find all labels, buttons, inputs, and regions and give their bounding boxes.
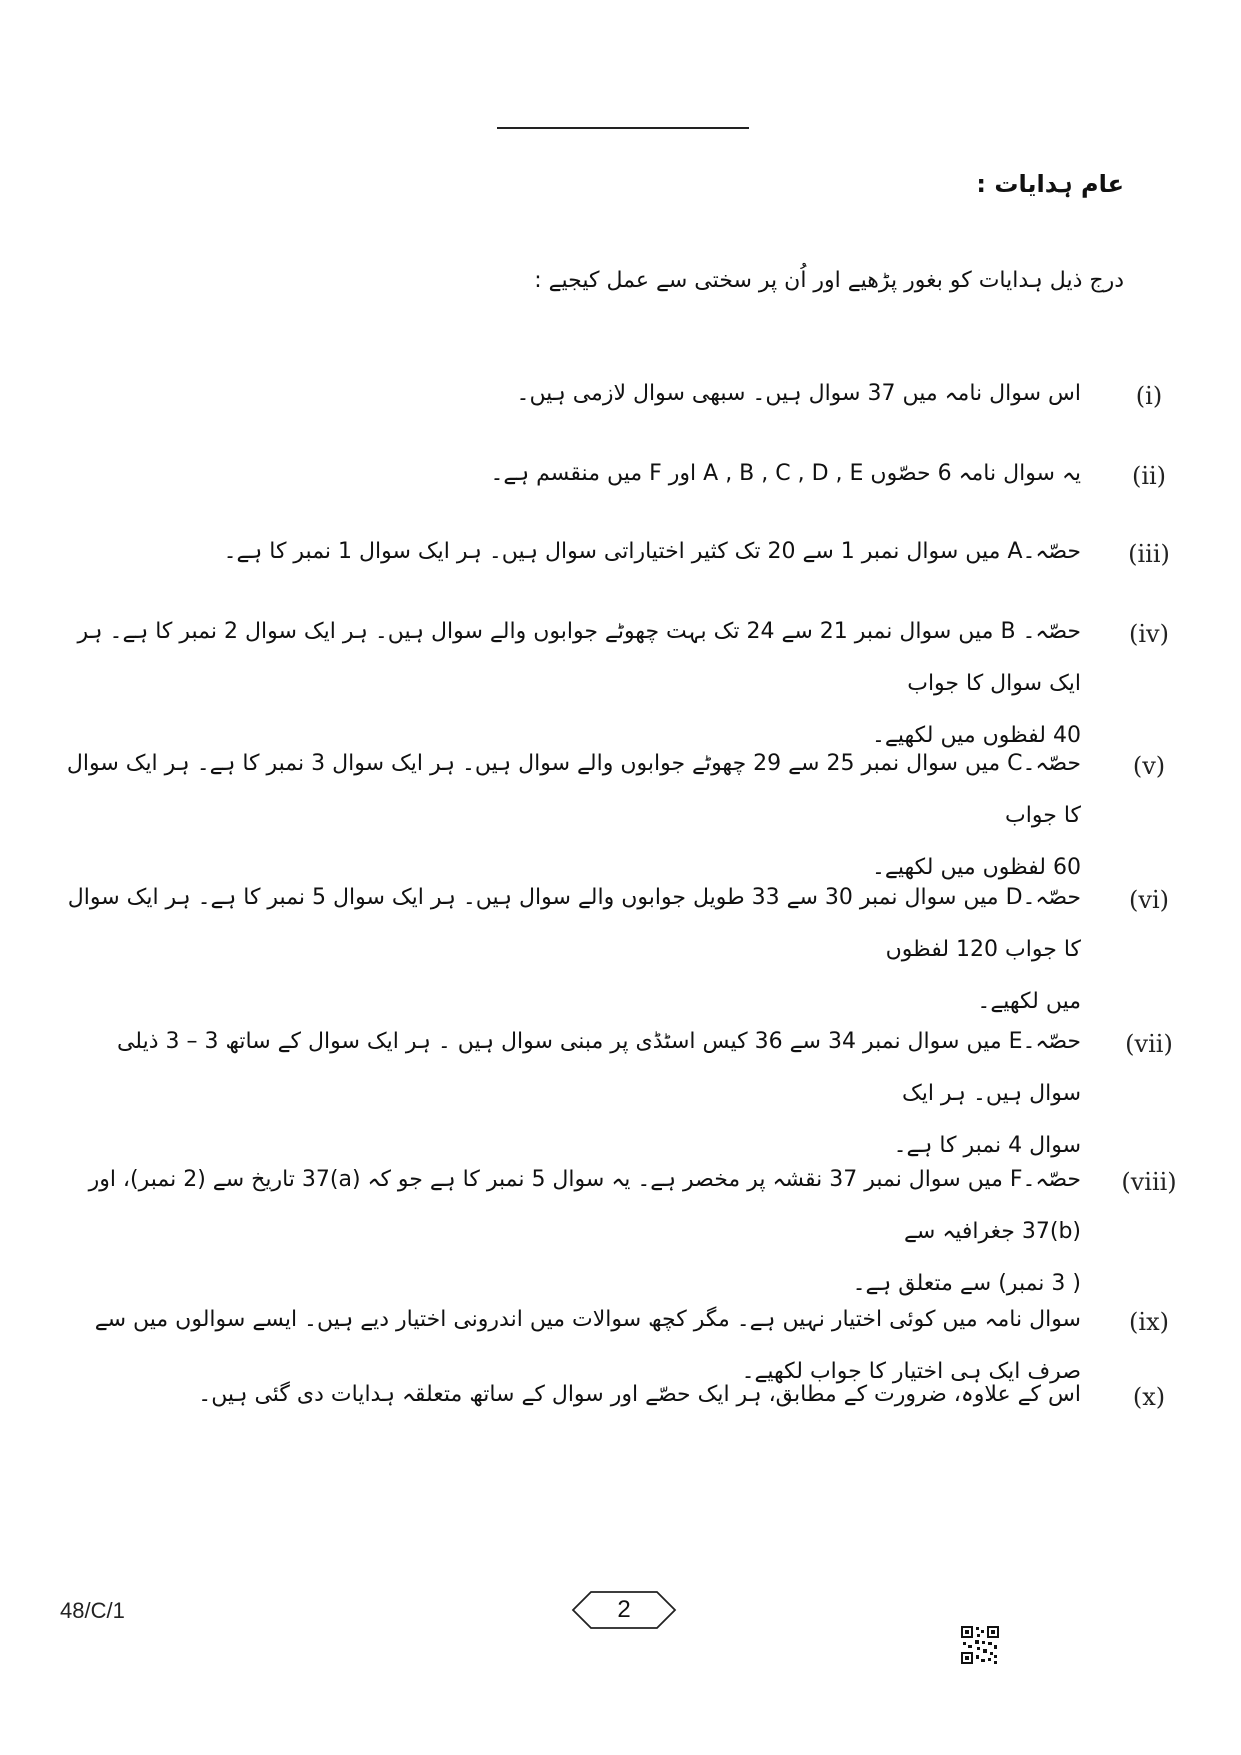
qr-code-icon	[960, 1625, 1000, 1665]
general-instructions-heading: عام ہدایات :	[976, 170, 1124, 198]
item-text	[61, 1016, 1081, 1172]
item-line: 40 لفظوں میں لکھیے۔	[872, 723, 1081, 748]
item-line: اس سوال نامہ میں 37 سوال ہیں۔ سبھی سوال لازمی ہیں۔	[516, 381, 1081, 406]
item-number: (i)	[1135, 382, 1163, 410]
item-number: (iv)	[1129, 620, 1169, 648]
item-number: (x)	[1132, 1383, 1166, 1411]
item-line: حصّہ۔D میں سوال نمبر 30 سے 33 طویل جوابوں والے سوال ہیں۔ ہر ایک سوال 5 نمبر کا ہے۔ ہر ایک سوال کا جواب 120 لفظوں	[67, 885, 1081, 962]
item-line: حصّہ۔F میں سوال نمبر 37 نقشہ پر مخصر ہے۔ یہ سوال 5 نمبر کا ہے جو کہ (a)37 تاریخ سے (2 نمبر)، اور (b)37 جغرافیہ سے	[88, 1167, 1081, 1244]
item-line: حصّہ۔C میں سوال نمبر 25 سے 29 چھوٹے جوابوں والے سوال ہیں۔ ہر ایک سوال 3 نمبر کا ہے۔ ہر ایک سوال کا جواب	[66, 751, 1081, 828]
item-text	[61, 448, 1081, 500]
item-number: (v)	[1132, 752, 1166, 780]
item-text	[61, 368, 1081, 420]
item-number: (vi)	[1129, 886, 1169, 914]
item-line: 60 لفظوں میں لکھیے۔	[872, 855, 1081, 880]
item-line: حصّہ۔A میں سوال نمبر 1 سے 20 تک کثیر اختیاراتی سوال ہیں۔ ہر ایک سوال 1 نمبر کا ہے۔	[223, 539, 1081, 564]
item-line: سوال 4 نمبر کا ہے۔	[893, 1133, 1081, 1158]
instructions-intro: درج ذیل ہدایات کو بغور پڑھیے اور اُن پر سختی سے عمل کیجیے :	[534, 268, 1124, 293]
item-text	[61, 526, 1081, 578]
item-number: (vii)	[1125, 1030, 1173, 1058]
item-number: (iii)	[1128, 540, 1170, 568]
page-number-badge	[569, 1590, 679, 1630]
item-line: یہ سوال نامہ 6 حصّوں A , B , C , D , E اور F میں منقسم ہے۔	[490, 461, 1081, 486]
item-number: (ii)	[1131, 462, 1167, 490]
item-number: (ix)	[1129, 1308, 1169, 1336]
item-text	[61, 1369, 1081, 1421]
item-line: اس کے علاوہ، ضرورت کے مطابق، ہر ایک حصّے اور سوال کے ساتھ متعلقہ ہدایات دی گئی ہیں۔	[198, 1382, 1081, 1407]
item-line: سوال نامہ میں کوئی اختیار نہیں ہے۔ مگر کچھ سوالات میں اندرونی اختیار دیے ہیں۔ ایسے سوالوں میں سے صرف ایک ہی اختیار کا جواب لکھیے۔	[94, 1307, 1081, 1384]
item-text	[61, 738, 1081, 894]
item-text	[61, 1154, 1081, 1310]
top-divider	[497, 127, 749, 129]
page-number: 2	[617, 1596, 631, 1623]
item-line: میں لکھیے۔	[977, 989, 1081, 1014]
item-number: (viii)	[1121, 1168, 1177, 1196]
paper-code: 48/C/1	[60, 1598, 125, 1623]
item-line: ( 3 نمبر) سے متعلق ہے۔	[852, 1271, 1081, 1296]
item-line: حصّہ۔E میں سوال نمبر 34 سے 36 کیس اسٹڈی پر مبنی سوال ہیں ۔ ہر ایک سوال کے ساتھ 3 – 3 ذیلی سوال ہیں۔ ہر ایک	[116, 1029, 1081, 1106]
item-line: حصّہ۔ B میں سوال نمبر 21 سے 24 تک بہت چھوٹے جوابوں والے سوال ہیں۔ ہر ایک سوال 2 نمبر کا ہے۔ ہر ایک سوال کا جواب	[77, 619, 1081, 696]
item-text	[61, 872, 1081, 1028]
